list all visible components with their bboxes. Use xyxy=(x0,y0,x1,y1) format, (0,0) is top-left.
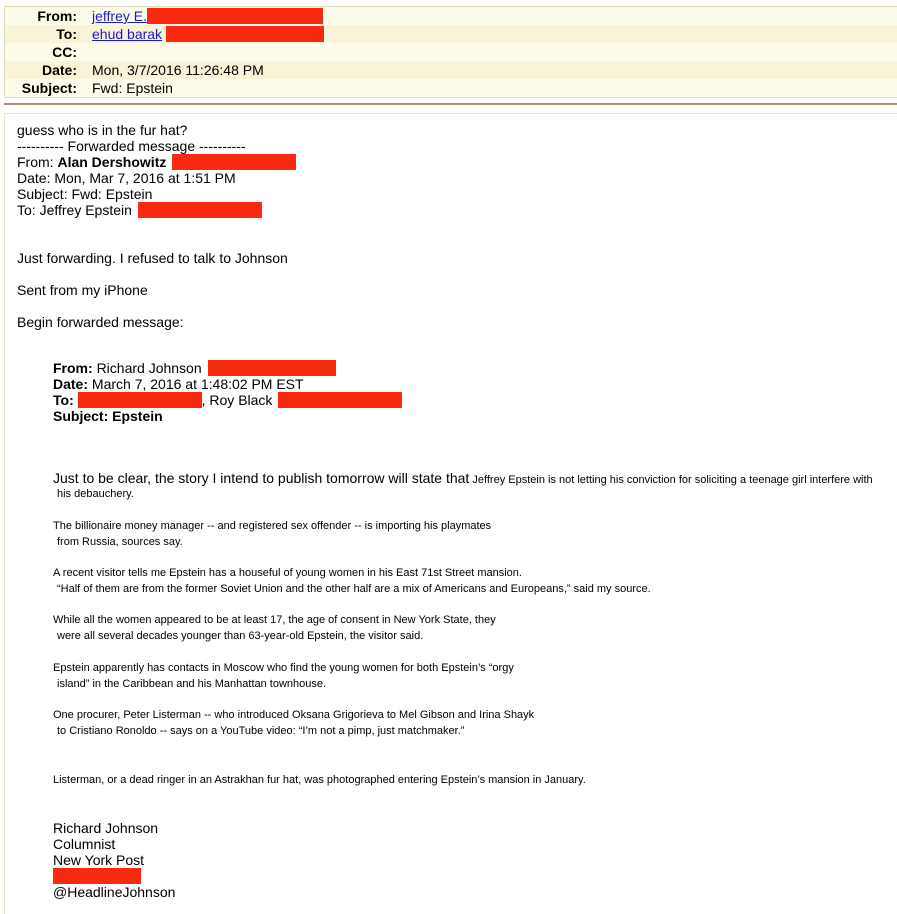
cc-label: CC: xyxy=(52,44,77,60)
inner-to-label: To: xyxy=(53,392,74,408)
header-date-row xyxy=(5,61,897,79)
redaction-bar xyxy=(166,26,324,42)
email-body xyxy=(4,113,897,914)
message-paragraph: Just forwarding. I refused to talk to Johnson xyxy=(17,250,288,266)
signature-handle: @HeadlineJohnson xyxy=(53,884,176,900)
story-line: The billionaire money manager -- and registered sex offender -- is importing his playmates xyxy=(53,520,492,532)
story-line: from Russia, sources say. xyxy=(57,536,183,548)
message-paragraph: Begin forwarded message: xyxy=(17,314,184,330)
signature-title: Columnist xyxy=(53,836,116,852)
subject-label: Subject: xyxy=(21,80,77,96)
email-header xyxy=(4,6,897,98)
redaction-bar xyxy=(138,202,262,218)
header-from-row xyxy=(5,7,897,25)
to-label: To: xyxy=(56,26,77,42)
forward-divider: ---------- Forwarded message ---------- xyxy=(17,138,246,154)
header-to-row xyxy=(5,25,897,43)
redaction-bar xyxy=(53,868,141,884)
story-line: were all several decades younger than 63-year-old Epstein, the visitor said. xyxy=(57,630,424,642)
story-intro-small: Jeffrey Epstein is not letting his conviction for soliciting a teenage girl interfere with xyxy=(472,474,873,486)
fwd-subject-line: Subject: Fwd: Epstein xyxy=(17,186,153,202)
redaction-bar xyxy=(278,392,402,408)
date-label: Date: xyxy=(41,62,77,78)
story-line: One procurer, Peter Listerman -- who introduced Oksana Grigorieva to Mel Gibson and Irina Shayk xyxy=(53,709,535,721)
message-paragraph: Sent from my iPhone xyxy=(17,282,148,298)
from-label: From: xyxy=(37,8,77,24)
story-line: Epstein apparently has contacts in Moscow who find the young women for both Epstein’s “orgy xyxy=(53,662,514,674)
story-line: While all the women appeared to be at least 17, the age of consent in New York State, they xyxy=(53,614,496,626)
inner-to-line xyxy=(53,392,402,408)
signature-org: New York Post xyxy=(53,852,145,868)
inner-from-label: From: xyxy=(53,360,93,376)
inner-date-value: March 7, 2016 at 1:48:02 PM EST xyxy=(91,376,304,392)
story-line: to Cristiano Ronoldo -- says on a YouTube video: “I’m not a pimp, just matchmaker.” xyxy=(57,725,465,737)
story-intro-line xyxy=(53,470,873,488)
fwd-to-text: To: Jeffrey Epstein xyxy=(17,202,132,218)
inner-subject-line: Subject: Epstein xyxy=(53,408,163,424)
story-line: A recent visitor tells me Epstein has a houseful of young women in his East 71st Street mansion. xyxy=(53,567,522,579)
inner-from-line xyxy=(53,360,336,376)
inner-from-name: Richard Johnson xyxy=(96,360,202,376)
redaction-bar xyxy=(147,8,323,24)
story-line: island” in the Caribbean and his Manhattan townhouse. xyxy=(57,678,327,690)
header-subject-row xyxy=(5,79,897,97)
fwd-from-label: From: xyxy=(17,154,54,170)
date-value: Mon, 3/7/2016 11:26:48 PM xyxy=(92,62,264,78)
fwd-from-line xyxy=(17,154,296,170)
redaction-bar xyxy=(78,392,202,408)
redaction-bar xyxy=(172,154,296,170)
story-intro-large: Just to be clear, the story I intend to publish tomorrow will state that xyxy=(53,470,470,486)
fwd-to-line xyxy=(17,202,262,218)
header-divider xyxy=(4,103,897,105)
from-link[interactable]: jeffrey E. xyxy=(92,8,147,24)
inner-date-line xyxy=(53,376,304,392)
story-line: Listerman, or a dead ringer in an Astrakhan fur hat, was photographed entering Epstein’s mansion in January. xyxy=(53,774,586,786)
body-line: guess who is in the fur hat? xyxy=(17,122,188,138)
redaction-bar xyxy=(208,360,336,376)
fwd-from-name: Alan Dershowitz xyxy=(57,154,167,170)
signature-name: Richard Johnson xyxy=(53,820,159,836)
story-line: his debauchery. xyxy=(57,488,134,500)
to-link[interactable]: ehud barak xyxy=(92,26,163,42)
story-line: “Half of them are from the former Soviet Union and the other half are a mix of Americans and Europeans,” said my source. xyxy=(57,583,651,595)
signature-redaction xyxy=(53,868,141,884)
subject-value: Fwd: Epstein xyxy=(92,80,173,96)
inner-date-label: Date: xyxy=(53,376,89,392)
header-cc-row xyxy=(5,43,897,61)
fwd-date-line: Date: Mon, Mar 7, 2016 at 1:51 PM xyxy=(17,170,236,186)
inner-to-value: , Roy Black xyxy=(201,392,273,408)
